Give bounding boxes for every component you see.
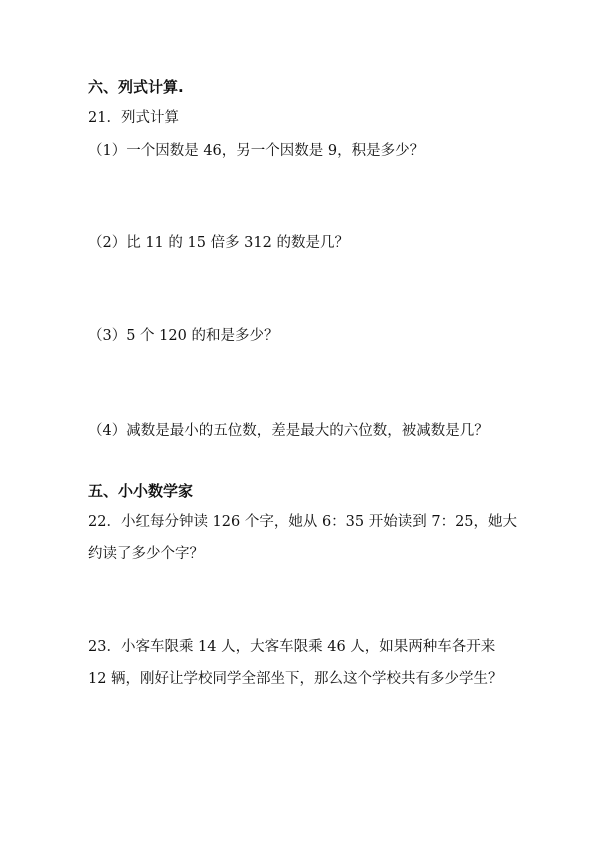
- question-22-line-1: 22．小红每分钟读 126 个字，她从 6：35 开始读到 7：25，她大: [88, 514, 518, 530]
- question-21-title: 21．列式计算: [88, 110, 179, 126]
- question-22-line-2: 约读了多少个字？: [88, 546, 204, 562]
- question-21-part-4: （4）减数是最小的五位数，差是最大的六位数，被减数是几？: [88, 423, 489, 439]
- section-heading-6: 六、列式计算.: [88, 78, 184, 96]
- question-23-line-2: 12 辆，刚好让学校同学全部坐下，那么这个学校共有多少学生？: [88, 671, 503, 687]
- section-heading-5: 五、小小数学家: [88, 482, 194, 500]
- question-21-part-2: （2）比 11 的 15 倍多 312 的数是几？: [88, 235, 349, 251]
- question-21-part-3: （3）5 个 120 的和是多少？: [88, 328, 279, 344]
- question-23-line-1: 23．小客车限乘 14 人，大客车限乘 46 人，如果两种车各开来: [88, 639, 496, 655]
- question-21-part-1: （1）一个因数是 46，另一个因数是 9，积是多少？: [88, 143, 425, 159]
